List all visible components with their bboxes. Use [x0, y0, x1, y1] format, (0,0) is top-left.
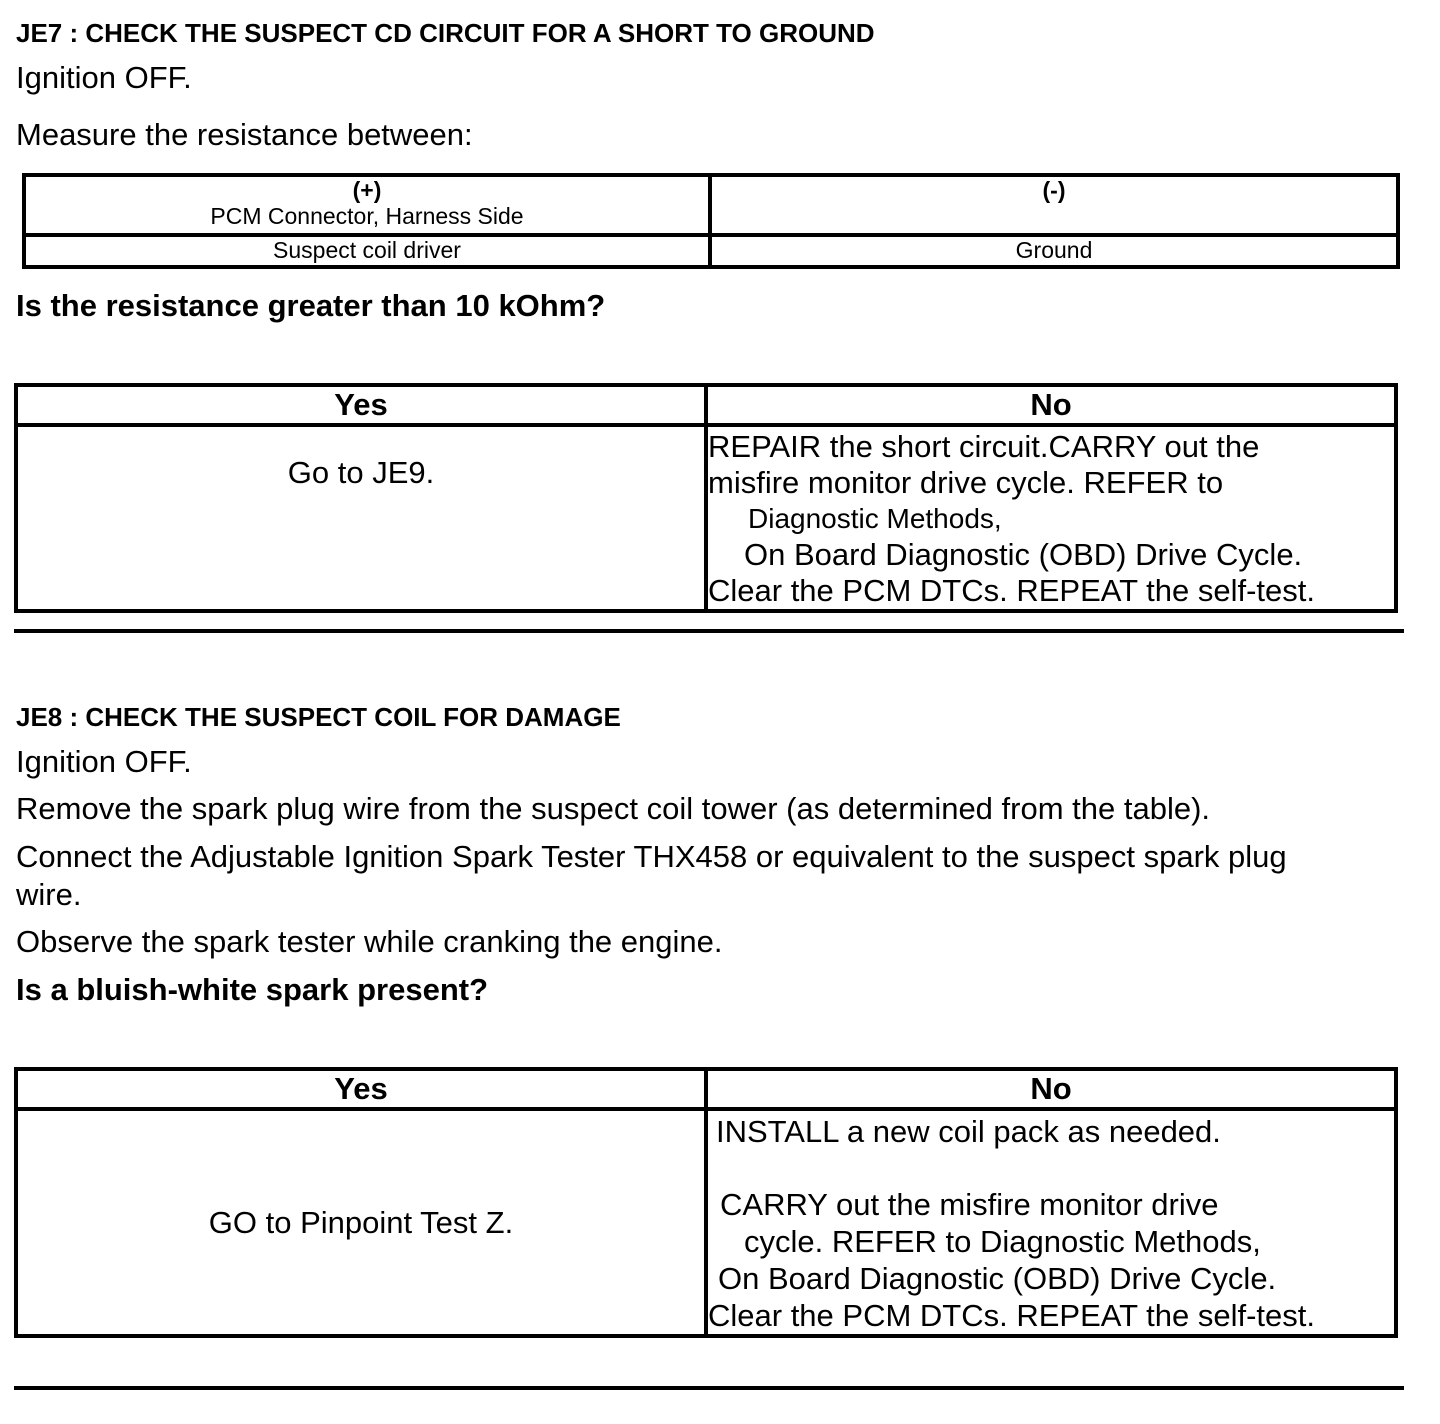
je7-yes-text: Go to JE9.: [16, 425, 706, 611]
je8-no-line: CARRY out the misfire monitor drive: [720, 1187, 1219, 1222]
je8-step-remove-wire: Remove the spark plug wire from the suspect coil tower (as determined from the table).: [16, 791, 1211, 826]
je8-no-line: Clear the PCM DTCs. REPEAT the self-test.: [708, 1298, 1315, 1333]
je8-step-connect-tester-cont: wire.: [16, 877, 82, 912]
je8-no-line: On Board Diagnostic (OBD) Drive Cycle.: [718, 1261, 1277, 1296]
je8-title: JE8 : CHECK THE SUSPECT COIL FOR DAMAGE: [16, 702, 621, 732]
je7-measure-table: [22, 173, 1400, 269]
measure-minus-header: (-): [1042, 177, 1066, 203]
je8-step-connect-tester: Connect the Adjustable Ignition Spark Tester THX458 or equivalent to the suspect spark plug: [16, 839, 1287, 874]
je7-question: Is the resistance greater than 10 kOhm?: [16, 288, 606, 323]
je7-result-table: [14, 383, 1398, 613]
je8-step-ignition: Ignition OFF.: [16, 744, 192, 779]
je8-result-table: [14, 1067, 1398, 1338]
je7-step-ignition: Ignition OFF.: [16, 60, 192, 95]
je7-no-line: misfire monitor drive cycle. REFER to: [708, 465, 1224, 500]
je7-no-line: Diagnostic Methods,: [748, 503, 1002, 534]
je7-yes-header: Yes: [16, 385, 706, 425]
je7-step-measure: Measure the resistance between:: [16, 117, 473, 152]
section-divider: [14, 629, 1404, 633]
je7-no-line: On Board Diagnostic (OBD) Drive Cycle.: [744, 537, 1303, 572]
measure-plus-value: Suspect coil driver: [24, 235, 710, 267]
je8-no-line: cycle. REFER to Diagnostic Methods,: [744, 1224, 1261, 1259]
je7-title: JE7 : CHECK THE SUSPECT CD CIRCUIT FOR A SHORT TO GROUND: [16, 18, 875, 48]
measure-plus-sub: PCM Connector, Harness Side: [210, 203, 524, 229]
je7-no-header: No: [706, 385, 1396, 425]
je8-question: Is a bluish-white spark present?: [16, 972, 489, 1007]
measure-plus-header: (+): [352, 177, 382, 203]
je7-no-line: REPAIR the short circuit.CARRY out the: [708, 429, 1260, 464]
section-divider: [14, 1386, 1404, 1390]
je8-step-observe: Observe the spark tester while cranking the engine.: [16, 924, 723, 959]
je8-yes-header: Yes: [16, 1069, 706, 1109]
je8-no-line: INSTALL a new coil pack as needed.: [716, 1114, 1221, 1149]
measure-plus-header-cell: [24, 175, 710, 235]
je8-yes-text: GO to Pinpoint Test Z.: [16, 1109, 706, 1336]
measure-minus-value: Ground: [710, 235, 1398, 267]
je8-no-header: No: [706, 1069, 1396, 1109]
je8-no-cell: [706, 1109, 1396, 1336]
je7-no-line: Clear the PCM DTCs. REPEAT the self-test.: [708, 573, 1315, 608]
je7-no-cell: [706, 425, 1396, 611]
measure-minus-header-cell: [710, 175, 1398, 235]
